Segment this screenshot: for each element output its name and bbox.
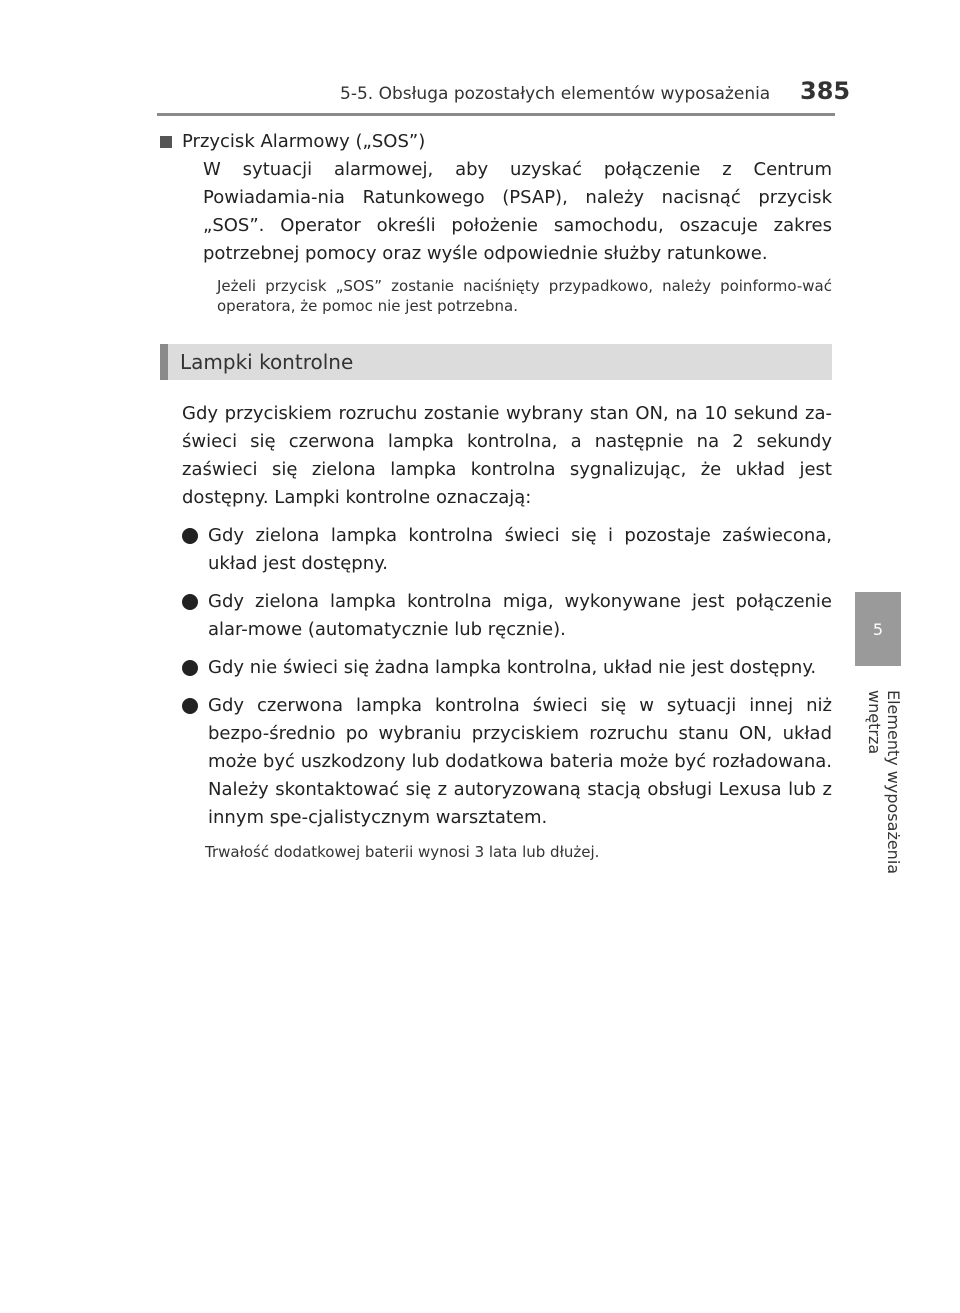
bullet-dot-icon <box>182 660 198 676</box>
list-item <box>208 588 832 644</box>
page-number: 385 <box>800 77 851 105</box>
section-title: Lampki kontrolne <box>180 350 354 374</box>
section-header-lamps <box>160 344 832 380</box>
chapter-label: Elementy wyposażenia wnętrza <box>865 690 903 875</box>
sos-heading <box>182 128 832 156</box>
bullet-text: Gdy nie świeci się żadna lampka kontrolna, układ nie jest dostępny. <box>208 657 817 678</box>
sos-paragraph: W sytuacji alarmowej, aby uzyskać połączenie z Centrum Powiadamia-nia Ratunkowego (PSAP), należy nacisnąć przycisk „SOS”. Operator określi położenie samochodu, oszacuje zakres potrzebnej pomocy oraz wyśle odpowiednie służby ratunkowe. <box>203 159 832 264</box>
bullet-dot-icon <box>182 698 198 714</box>
bullet-text: Gdy zielona lampka kontrolna miga, wykonywane jest połączenie alar-mowe (automatycznie lub ręcznie). <box>208 591 832 640</box>
chapter-tab <box>855 592 901 666</box>
sos-note: Jeżeli przycisk „SOS” zostanie naciśnięty przypadkowo, należy poinformo-wać operatora, że pomoc nie jest potrzebna. <box>217 277 832 315</box>
bullet-dot-icon <box>182 528 198 544</box>
page-content <box>160 128 832 862</box>
lamps-intro: Gdy przyciskiem rozruchu zostanie wybrany stan ON, na 10 sekund za-świeci się czerwona lampka kontrolna, a następnie na 2 sekundy zaświeci się zielona lampka kontrolna sygnalizując, że układ jest dostępny. Lampki kontrolne oznaczają: <box>182 403 832 508</box>
square-bullet-icon <box>160 136 172 148</box>
bullet-dot-icon <box>182 594 198 610</box>
battery-note: Trwałość dodatkowej baterii wynosi 3 lata lub dłużej. <box>205 843 600 861</box>
bullet-text: Gdy czerwona lampka kontrolna świeci się w sytuacji innej niż bezpo-średnio po wybraniu przyciskiem rozruchu stanu ON, układ może być uszkodzony lub dodatkowa bateria może być rozładowana. Należy skontaktować się z autoryzowaną stacją obsługi Lexusa lub z innym spe-cjalistycznym warsztatem. <box>208 695 832 828</box>
list-item <box>208 654 832 682</box>
bullet-text: Gdy zielona lampka kontrolna świeci się i pozostaje zaświecona, układ jest dostępny. <box>208 525 832 574</box>
header-section-title: 5-5. Obsługa pozostałych elementów wyposażenia <box>340 84 771 104</box>
list-item <box>208 522 832 578</box>
list-item <box>208 692 832 832</box>
chapter-number: 5 <box>872 619 884 639</box>
header-divider <box>157 113 835 116</box>
sos-heading-text: Przycisk Alarmowy („SOS”) <box>182 131 426 152</box>
